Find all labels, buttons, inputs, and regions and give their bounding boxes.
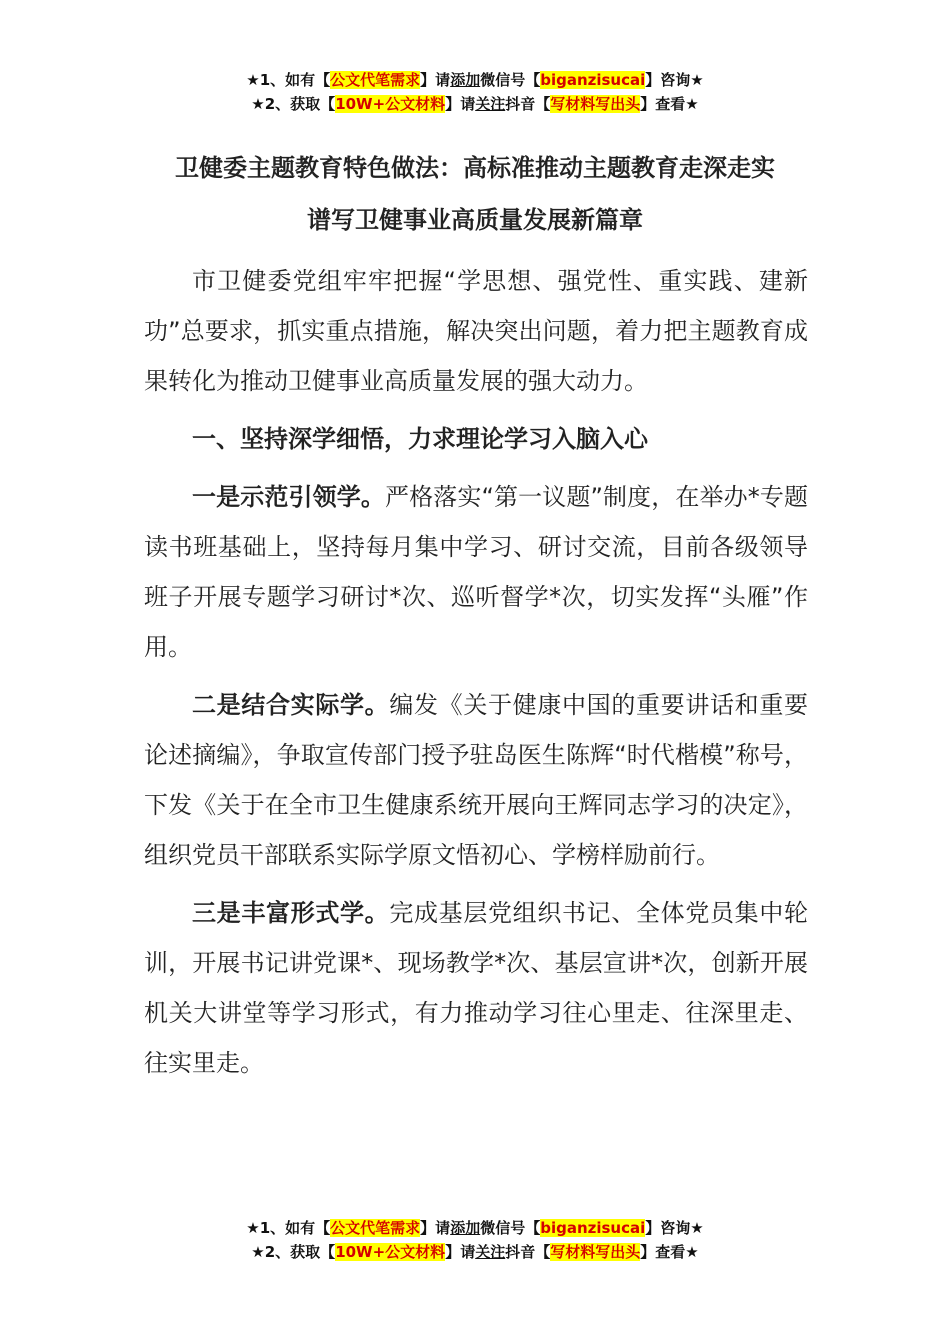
banner-line-1: ★1、如有【公文代笔需求】请添加微信号【biganzisucai】咨询★ (246, 1219, 704, 1237)
intro-paragraph: 市卫健委党组牢牢把握“学思想、强党性、重实践、建新功”总要求，抓实重点措施，解决突出问题，着力把主题教育成果转化为推动卫健事业高质量发展的强大动力。 (144, 267, 808, 395)
paragraph-1-lead: 一是示范引领学。 (192, 483, 385, 511)
bottom-banner (0, 1216, 950, 1264)
highlight-wechat-id: biganzisucai (540, 71, 646, 89)
title-line-2: 谱写卫健事业高质量发展新篇章 (307, 206, 643, 234)
top-banner (0, 68, 950, 116)
paragraph-1-text: 严格落实“第一议题”制度，在举办*专题读书班基础上，坚持每月集中学习、研讨交流，目前各级领导班子开展专题学习研讨*次、巡听督学*次，切实发挥“头雁”作用。 (144, 483, 808, 661)
highlight-douyin: 写材料写出头 (550, 95, 641, 113)
banner-line-1: ★1、如有【公文代笔需求】请添加微信号【biganzisucai】咨询★ (246, 71, 704, 89)
banner-line-2: ★2、获取【10W+公文材料】请关注抖音【写材料写出头】查看★ (251, 95, 699, 113)
banner-line-2: ★2、获取【10W+公文材料】请关注抖音【写材料写出头】查看★ (251, 1243, 699, 1261)
paragraph-3 (144, 888, 808, 1088)
paragraph-2-lead: 二是结合实际学。 (192, 691, 390, 719)
document-title (0, 142, 950, 246)
highlight-wechat-id: biganzisucai (540, 1219, 646, 1237)
highlight-service: 公文代笔需求 (330, 1219, 421, 1237)
section-heading-1: 一、坚持深学细悟，力求理论学习入脑入心 (192, 425, 648, 453)
paragraph-2 (144, 680, 808, 880)
paragraph-1 (144, 472, 808, 672)
paragraph-3-text: 完成基层党组织书记、全体党员集中轮训，开展书记讲党课*、现场教学*次、基层宣讲*次，创新开展机关大讲堂等学习形式，有力推动学习往心里走、往深里走、往实里走。 (144, 899, 809, 1077)
paragraph-3-lead: 三是丰富形式学。 (192, 899, 390, 927)
title-line-1: 卫健委主题教育特色做法：高标准推动主题教育走深走实 (175, 154, 775, 182)
highlight-douyin: 写材料写出头 (550, 1243, 641, 1261)
highlight-materials: 10W+公文材料 (335, 95, 446, 113)
highlight-service: 公文代笔需求 (330, 71, 421, 89)
highlight-materials: 10W+公文材料 (335, 1243, 446, 1261)
paragraph-2-text: 编发《关于健康中国的重要讲话和重要论述摘编》，争取宣传部门授予驻岛医生陈辉“时代楷模”称号，下发《关于在全市卫生健康系统开展向王辉同志学习的决定》，组织党员干部联系实际学原文悟初心、学榜样励前行。 (144, 691, 809, 869)
document-body (144, 256, 808, 1096)
